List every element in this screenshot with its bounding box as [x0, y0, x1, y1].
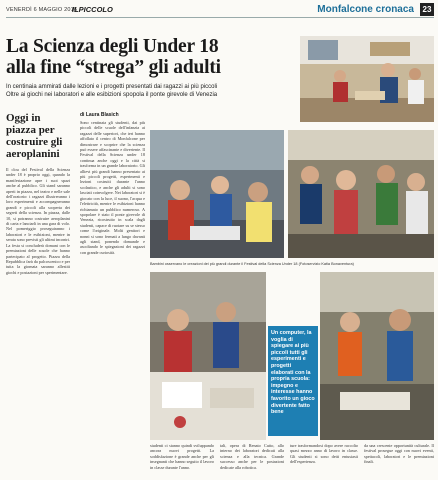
article-column-bottom-1: studenti ci stanno quindi sviluppando ancora nuovi progetti. La soddisfazione è grande anche per gli insegnanti che hanno seguito il lavoro in classe durante l'anno.	[150, 443, 214, 470]
sidebar-article-title: Oggi in piazza per costruire gli aeroplanini	[6, 112, 63, 160]
deck-line-1: In centinaia ammirati dalle lezioni e i progetti presentati dai ragazzi ai più piccoli	[6, 84, 218, 90]
headline-line-1: La Scienza degli Under 18	[6, 36, 219, 57]
photo-students-table	[150, 272, 266, 440]
byline: di Laura Blasich	[80, 112, 119, 118]
deck-line-2: Oltre ai giochi nei laboratori e alle esibizioni spopola il ponte girevole di Venezia	[6, 92, 218, 98]
article-column-bottom-4: da una crescente opportunità culturale. Il festival prosegue oggi con nuovi eventi, spettacoli, laboratori e le premiazioni finali.	[364, 443, 434, 465]
photo-young-visitors	[320, 272, 434, 440]
issue-date: VENERDÌ 6 MAGGIO 2016	[6, 7, 78, 13]
article-column-bottom-2: tali, opera di Renato Cutto, allo interno dei laboratori dedicati alla scienza e alla tecnica. Grande successo anche per le postazioni dedicate alla robotica.	[220, 443, 284, 470]
photo-lab-students	[300, 36, 434, 122]
photo-caption: Bambini osservano le creazioni dei più grandi durante il Festival della Scienza Under 18 (Fotoservizio Katia Bonaventura)	[150, 262, 354, 266]
photo-crowd-experiment	[288, 130, 434, 258]
page-number: 23	[420, 3, 434, 16]
photo-children-stand	[150, 130, 284, 258]
headline-line-2: alla fine “strega” gli adulti	[6, 57, 221, 78]
article-deck	[6, 83, 300, 99]
page-header	[6, 3, 434, 18]
article-body-column: Sono centinaia gli studenti, dai più piccoli delle scuole dell'infanzia ai ragazzi delle superiori, che ieri hanno affollato il centro di Monfalcone per dimostrare e scoprire che la scienza può essere affascinante e divertente. Il Festival della Scienza under 18 continua anche oggi e la città si trasforma in un grande laboratorio. Gli allievi più grandi hanno presentato ai più piccoli progetti, esperimenti e lezioni costruiti durante l'anno scolastico, e anche gli adulti si sono lasciati coinvolgere. Nei laboratori si è giocato con la luce, il suono, l'acqua e l'elettricità, mentre le esibizioni hanno richiamato un pubblico numeroso. A spopolare è stato il ponte girevole di Venezia, ricostruito in scala dagli studenti, capace di ruotare su se stesso come l'originale. Molti genitori e nonni si sono fermati a lungo davanti agli stand, ponendo domande e ascoltando le spiegazioni dei ragazzi con grande curiosità.	[80, 120, 145, 255]
section-title: Monfalcone cronaca	[317, 4, 414, 15]
callout-box: Un computer, la voglia di spiegare ai più piccoli tutti gli esperimenti e progetti elaborati con la propria scuola: impegno e interesse hanno favorito un gioco divertente fatto bene	[268, 326, 318, 436]
article-headline	[6, 36, 306, 78]
sidebar-article-body: Il clou del Festival della Scienza under 18 è proprio oggi, quando la manifestazione apre i suoi spazi anche al pubblico. Gli stand saranno aperti in piazza, nel teatro e nelle sale dell'oratorio: i ragazzi illustreranno i loro esperimenti e accompagneranno grandi e piccoli alla scoperta dei segreti della scienza. In piazza, dalle 10, si potranno costruire aeroplanini di carta e lanciarli in una gara di volo. Nel pomeriggio proseguiranno i laboratori e le esibizioni, mentre in serata sono previsti gli ultimi incontri. La festa si concluderà domani con le premiazioni delle scuole che hanno partecipato al progetto. Piazza della Repubblica farà da palcoscenico e per tutta la giornata saranno allestiti giochi e postazioni per sperimentare.	[6, 167, 70, 275]
publication-name: ILPICCOLO	[72, 5, 113, 14]
article-column-bottom-3: ture trasformandosi dopo avere raccolto quasi mezzo anno di lavoro in classe. Gli studenti si sono detti entusiasti dell'esperienza.	[290, 443, 358, 465]
